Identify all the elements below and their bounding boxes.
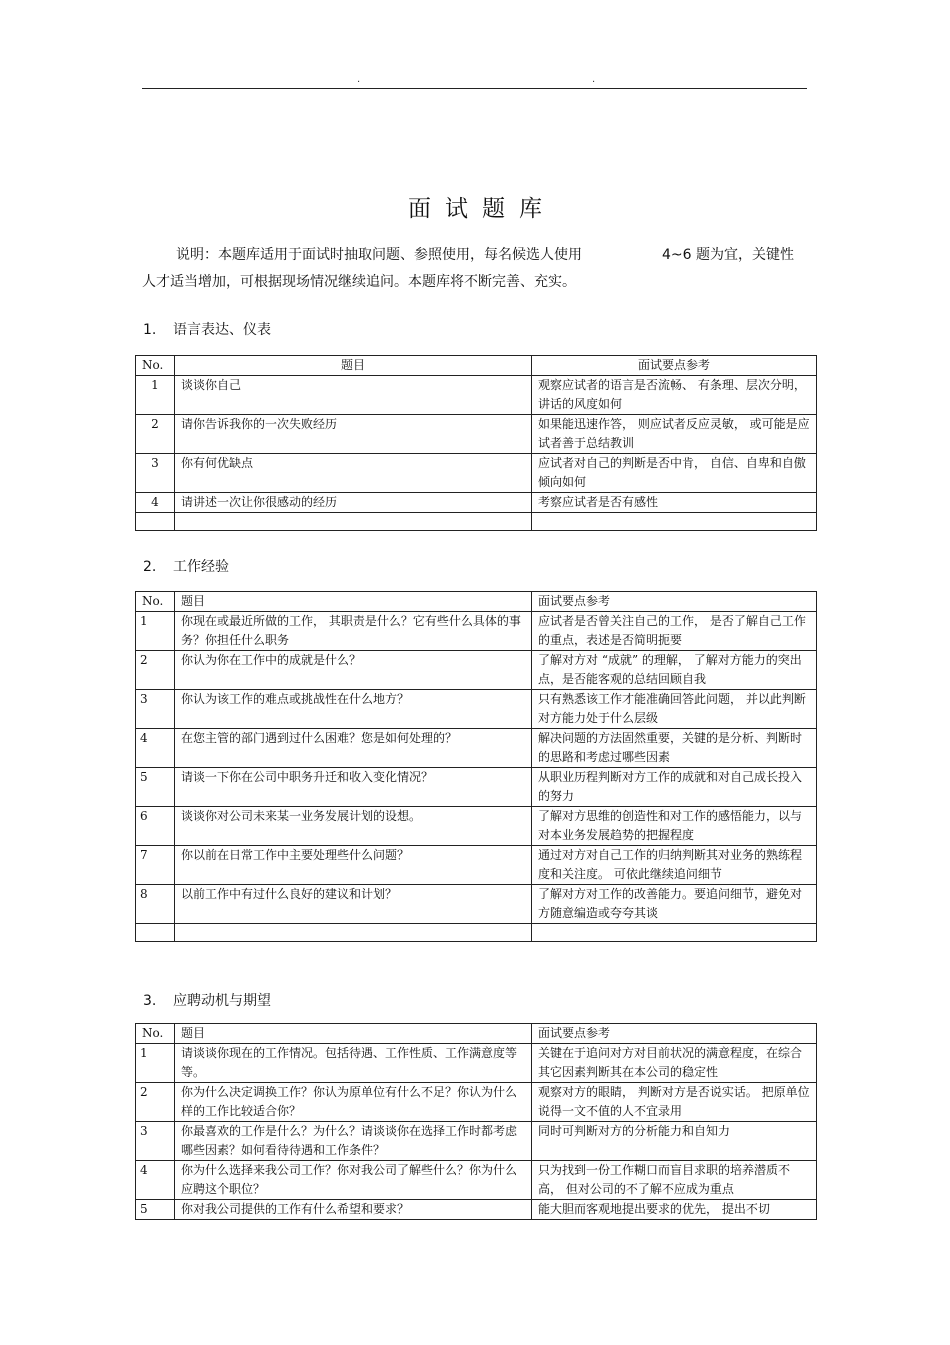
table-row <box>136 1044 817 1083</box>
row-number: 6 <box>136 807 175 846</box>
row-number: 4 <box>136 729 175 768</box>
row-question: 谈谈你自己 <box>175 376 532 415</box>
header-question: 题目 <box>175 356 532 376</box>
header-reference: 面试要点参考 <box>532 1024 817 1044</box>
row-question: 你最喜欢的工作是什么？为什么？请谈谈你在选择工作时都考虑哪些因素？如何看待待遇和工作条件？ <box>175 1122 532 1161</box>
row-number: 3 <box>136 690 175 729</box>
table-row-empty <box>136 924 817 942</box>
question-table-1 <box>135 355 817 531</box>
row-question: 请谈谈你现在的工作情况。包括待遇、工作性质、工作满意度等等。 <box>175 1044 532 1083</box>
table-row <box>136 651 817 690</box>
row-number: 4 <box>136 493 175 513</box>
section-heading <box>143 556 229 576</box>
page-header <box>0 74 950 84</box>
table-row <box>136 846 817 885</box>
row-number <box>136 513 175 531</box>
row-number: 7 <box>136 846 175 885</box>
row-number: 3 <box>136 454 175 493</box>
header-no: No. <box>136 356 175 376</box>
row-reference: 应试者是否曾关注自己的工作， 是否了解自己工作的重点，表述是否简明扼要 <box>532 612 817 651</box>
row-number: 5 <box>136 768 175 807</box>
row-reference: 考察应试者是否有感性 <box>532 493 817 513</box>
row-reference: 观察对方的眼睛， 判断对方是否说实话。 把原单位说得一文不值的人不宜录用 <box>532 1083 817 1122</box>
table-row <box>136 807 817 846</box>
row-reference: 能大胆而客观地提出要求的优先， 提出不切 <box>532 1200 817 1220</box>
section-heading <box>143 990 271 1010</box>
section-title: 语言表达、仪表 <box>173 322 271 338</box>
section-title: 工作经验 <box>173 559 229 575</box>
row-question: 你对我公司提供的工作有什么希望和要求？ <box>175 1200 532 1220</box>
row-question: 你现在或最近所做的工作， 其职责是什么？它有些什么具体的事务？你担任什么职务 <box>175 612 532 651</box>
table-row <box>136 1122 817 1161</box>
header-rule <box>142 88 807 89</box>
row-question: 你为什么选择来我公司工作？你对我公司了解些什么？你为什么应聘这个职位？ <box>175 1161 532 1200</box>
section-number: 2. <box>143 559 157 575</box>
row-reference: 了解对方对工作的改善能力。要追问细节，避免对方随意编造或夸夸其谈 <box>532 885 817 924</box>
row-reference: 通过对方对自己工作的归纳判断其对业务的熟练程度和关注度。 可依此继续追问细节 <box>532 846 817 885</box>
table-row <box>136 493 817 513</box>
table-row <box>136 729 817 768</box>
row-reference: 观察应试者的语言是否流畅、 有条理、层次分明，讲话的风度如何 <box>532 376 817 415</box>
row-reference: 只有熟悉该工作才能准确回答此问题， 并以此判断对方能力处于什么层级 <box>532 690 817 729</box>
header-no: No. <box>136 1024 175 1044</box>
question-table-2 <box>135 591 817 942</box>
intro-text-b: 4~6 题为宜，关键性 <box>662 247 794 263</box>
row-question <box>175 924 532 942</box>
section-number: 3. <box>143 993 157 1009</box>
row-question: 请你告诉我你的一次失败经历 <box>175 415 532 454</box>
row-question: 你为什么决定调换工作？你认为原单位有什么不足？你认为什么样的工作比较适合你？ <box>175 1083 532 1122</box>
section-heading <box>143 319 271 339</box>
row-question: 请谈一下你在公司中职务升迁和收入变化情况？ <box>175 768 532 807</box>
row-reference <box>532 924 817 942</box>
row-reference: 同时可判断对方的分析能力和自知力 <box>532 1122 817 1161</box>
row-number: 1 <box>136 612 175 651</box>
table-row-empty <box>136 513 817 531</box>
table-header-row <box>136 1024 817 1044</box>
row-number: 1 <box>136 1044 175 1083</box>
table-header-row <box>136 592 817 612</box>
row-number: 5 <box>136 1200 175 1220</box>
table-row <box>136 885 817 924</box>
row-reference: 从职业历程判断对方工作的成就和对自己成长投入的努力 <box>532 768 817 807</box>
row-reference <box>532 513 817 531</box>
row-reference: 了解对方思维的创造性和对工作的感悟能力，以与对本业务发展趋势的把握程度 <box>532 807 817 846</box>
row-question <box>175 513 532 531</box>
row-question: 谈谈你对公司未来某一业务发展计划的设想。 <box>175 807 532 846</box>
row-number: 2 <box>136 651 175 690</box>
table-row <box>136 1200 817 1220</box>
table-row <box>136 415 817 454</box>
row-reference: 关键在于追问对方对目前状况的满意程度，在综合其它因素判断其在本公司的稳定性 <box>532 1044 817 1083</box>
row-question: 请讲述一次让你很感动的经历 <box>175 493 532 513</box>
table-header-row <box>136 356 817 376</box>
table-row <box>136 612 817 651</box>
table-row <box>136 376 817 415</box>
table-row <box>136 1161 817 1200</box>
section-title: 应聘动机与期望 <box>173 993 271 1009</box>
row-reference: 如果能迅速作答， 则应试者反应灵敏， 或可能是应试者善于总结教训 <box>532 415 817 454</box>
row-reference: 应试者对自己的判断是否中肯， 自信、自卑和自傲倾向如何 <box>532 454 817 493</box>
table-row <box>136 768 817 807</box>
row-number: 1 <box>136 376 175 415</box>
section-number: 1. <box>143 322 157 338</box>
row-question: 你以前在日常工作中主要处理些什么问题？ <box>175 846 532 885</box>
question-table-3 <box>135 1023 817 1220</box>
header-no: No. <box>136 592 175 612</box>
row-number: 3 <box>136 1122 175 1161</box>
row-question: 你认为该工作的难点或挑战性在什么地方？ <box>175 690 532 729</box>
header-dot-right: . <box>592 74 596 85</box>
row-reference: 解决问题的方法固然重要，关键的是分析、判断时的思路和考虑过哪些因素 <box>532 729 817 768</box>
row-number: 8 <box>136 885 175 924</box>
header-question: 题目 <box>175 592 532 612</box>
row-question: 在您主管的部门遇到过什么困难？您是如何处理的？ <box>175 729 532 768</box>
header-dot-left: . <box>357 74 361 85</box>
header-question: 题目 <box>175 1024 532 1044</box>
row-question: 你有何优缺点 <box>175 454 532 493</box>
row-reference: 了解对方对 “成就” 的理解， 了解对方能力的突出点，是否能客观的总结回顾自我 <box>532 651 817 690</box>
header-reference: 面试要点参考 <box>532 592 817 612</box>
row-number: 2 <box>136 415 175 454</box>
row-question: 你认为你在工作中的成就是什么？ <box>175 651 532 690</box>
row-number <box>136 924 175 942</box>
header-reference: 面试要点参考 <box>532 356 817 376</box>
row-number: 4 <box>136 1161 175 1200</box>
intro-text-a: 说明：本题库适用于面试时抽取问题、参照使用，每名候选人使用 <box>176 247 582 263</box>
page-title: 面试题库 <box>408 196 556 222</box>
row-number: 2 <box>136 1083 175 1122</box>
intro-line-2: 人才适当增加，可根据现场情况继续追问。本题库将不断完善、充实。 <box>142 274 576 290</box>
row-reference: 只为找到一份工作糊口而盲目求职的培养潜质不高， 但对公司的不了解不应成为重点 <box>532 1161 817 1200</box>
row-question: 以前工作中有过什么良好的建议和计划？ <box>175 885 532 924</box>
table-row <box>136 690 817 729</box>
table-row <box>136 1083 817 1122</box>
table-row <box>136 454 817 493</box>
